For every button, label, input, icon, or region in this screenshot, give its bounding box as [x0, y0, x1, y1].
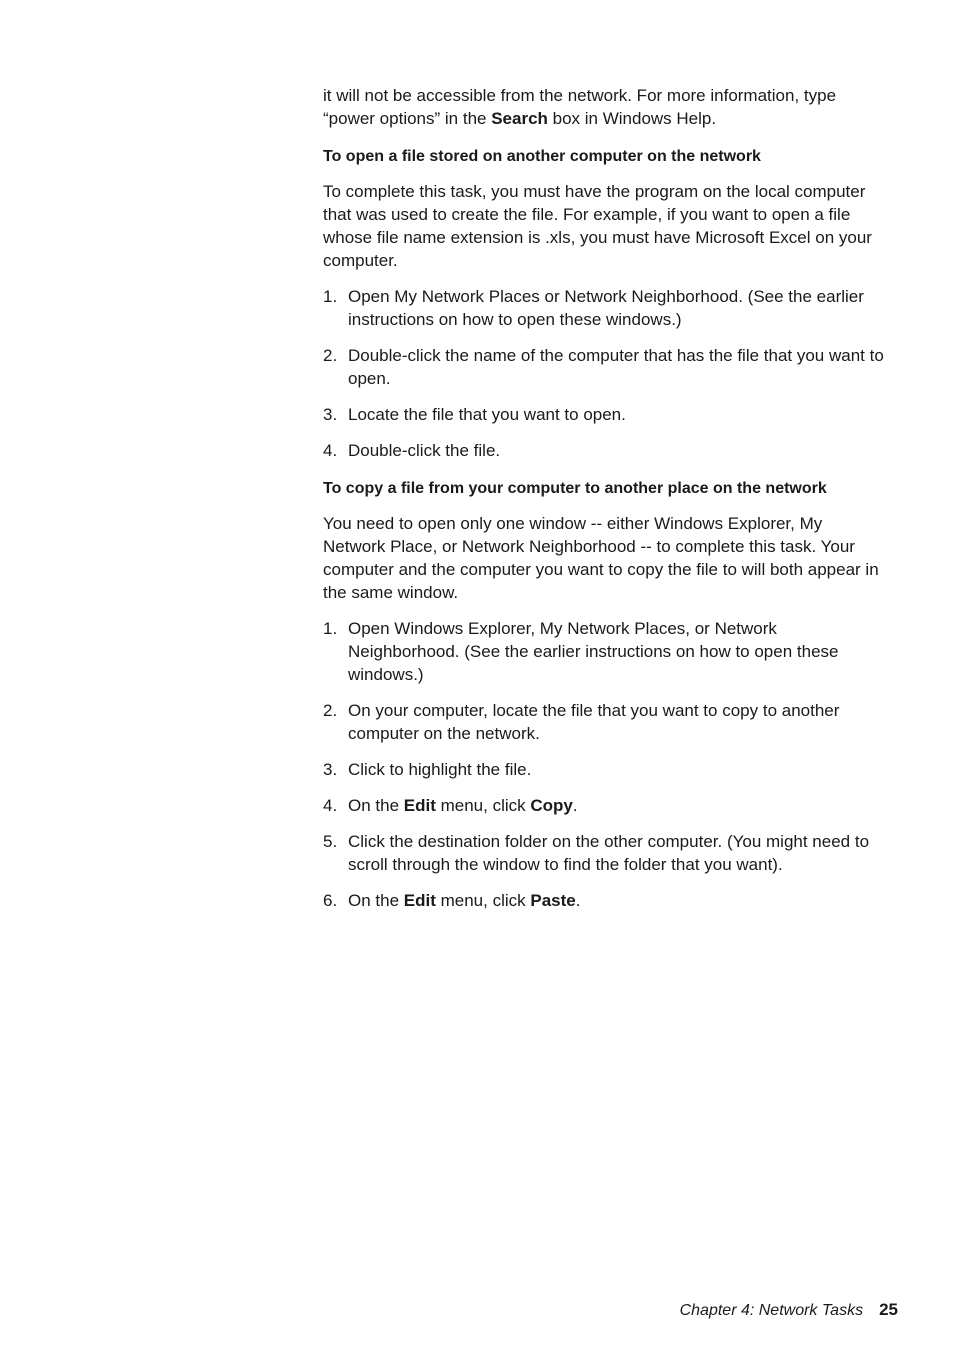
step-number: 5. — [323, 832, 338, 851]
section2-heading: To copy a file from your computer to another place on the network — [323, 480, 827, 497]
command-name-paste: Paste — [530, 891, 576, 910]
step-number: 4. — [323, 441, 338, 460]
list-item — [323, 439, 885, 462]
step-number: 3. — [323, 760, 338, 779]
step-text-part: . — [575, 891, 581, 910]
step-number: 3. — [323, 405, 338, 424]
section1-paragraph: To complete this task, you must have the program on the local computer that was used to create the file. For example, if you want to open a file whose file name extension is .xls, you must have Microsoft Excel on your computer. — [323, 182, 872, 270]
section2-paragraph: You need to open only one window -- either Windows Explorer, My Network Place, or Network Neighborhood -- to complete this task. Your computer and the computer you want to copy the file to will both appear in the same window. — [323, 514, 879, 602]
step-text: Click the destination folder on the other computer. (You might need to scroll through the window to find the folder that you want). — [348, 832, 870, 874]
step-text: Double-click the name of the computer that has the file that you want to open. — [348, 346, 884, 388]
list-item — [323, 403, 885, 426]
step-text: Open My Network Places or Network Neighborhood. (See the earlier instructions on how to open these windows.) — [348, 287, 864, 329]
intro-bold-search: Search — [491, 109, 548, 128]
menu-name-edit: Edit — [403, 796, 436, 815]
step-number: 6. — [323, 891, 338, 910]
step-text-part: On the — [348, 891, 404, 910]
section1-heading: To open a file stored on another computer on the network — [323, 148, 761, 165]
list-item — [323, 285, 885, 331]
section2-steps — [323, 617, 885, 912]
chapter-title: Chapter 4: Network Tasks — [679, 1302, 864, 1319]
list-item — [323, 344, 885, 390]
step-text: Open Windows Explorer, My Network Places, or Network Neighborhood. (See the earlier instructions on how to open these windows.) — [348, 619, 839, 684]
step-text-part: menu, click — [435, 796, 531, 815]
step-text: Click to highlight the file. — [348, 760, 532, 779]
step-text: Double-click the file. — [348, 441, 501, 460]
menu-name-edit: Edit — [403, 891, 436, 910]
step-number: 2. — [323, 701, 338, 720]
step-number: 4. — [323, 796, 338, 815]
step-text: On your computer, locate the file that you want to copy to another computer on the network. — [348, 701, 840, 743]
step-text — [348, 891, 580, 910]
section1-steps — [323, 285, 885, 462]
list-item — [323, 699, 885, 745]
list-item — [323, 889, 885, 912]
list-item — [323, 617, 885, 686]
step-text — [348, 796, 578, 815]
step-number: 2. — [323, 346, 338, 365]
step-text-part: . — [572, 796, 578, 815]
step-number: 1. — [323, 287, 338, 306]
step-text-part: menu, click — [435, 891, 531, 910]
page-number: 25 — [879, 1300, 898, 1319]
step-text-part: On the — [348, 796, 404, 815]
list-item — [323, 830, 885, 876]
command-name-copy: Copy — [530, 796, 573, 815]
list-item — [323, 794, 885, 817]
list-item — [323, 758, 885, 781]
intro-text-a: it will not be accessible from the network. For more information, type “power options” in the — [323, 86, 837, 128]
page-footer — [680, 1299, 898, 1322]
step-text: Locate the file that you want to open. — [348, 405, 626, 424]
intro-text-b: box in Windows Help. — [547, 109, 717, 128]
page-content — [323, 84, 885, 925]
step-number: 1. — [323, 619, 338, 638]
intro-paragraph — [323, 84, 885, 130]
